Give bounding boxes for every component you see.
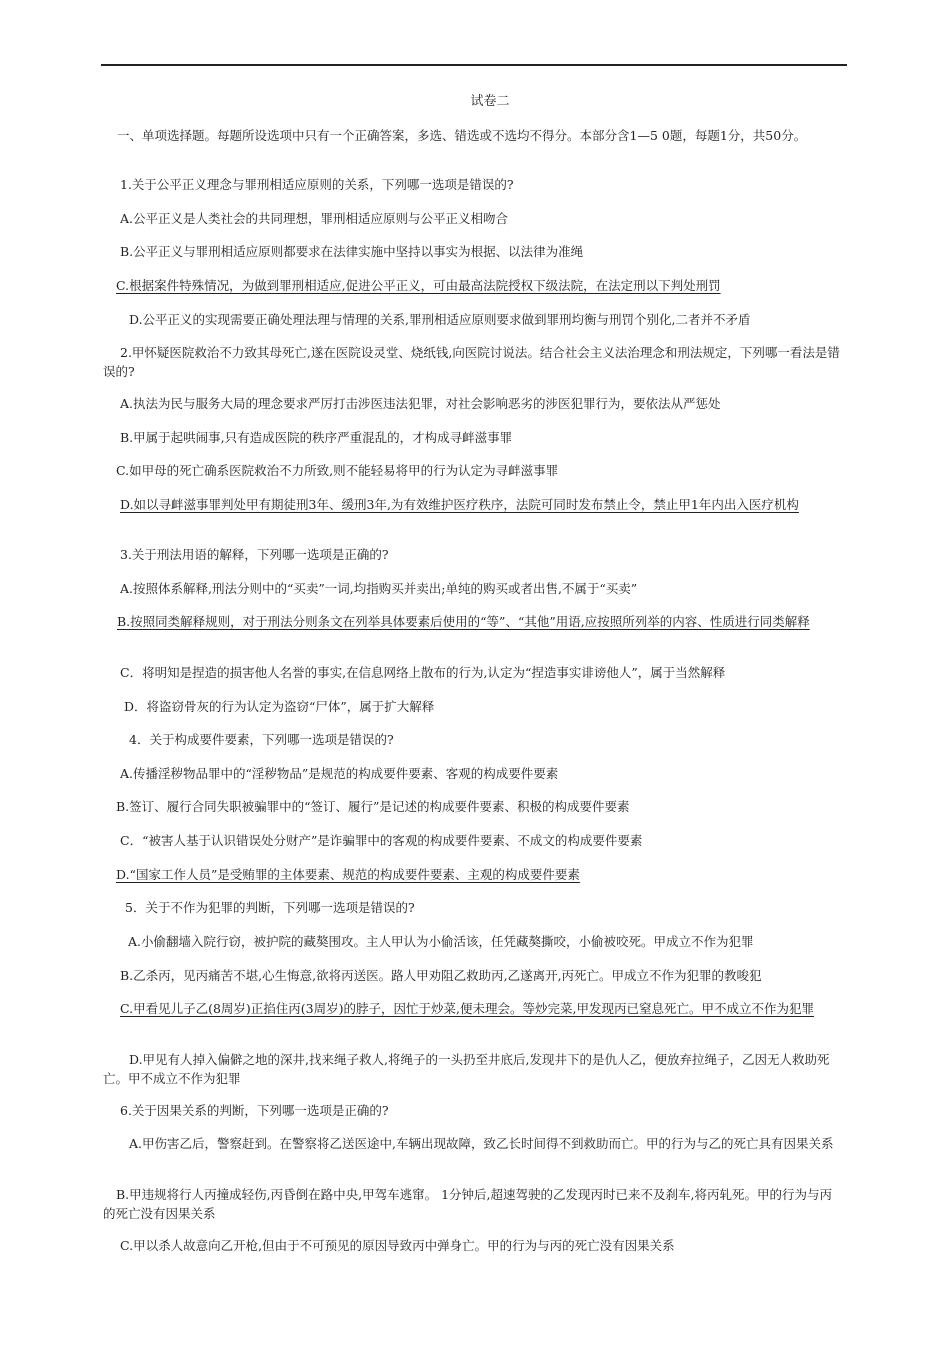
question-2-option-c: C.如甲母的死亡确系医院救治不力所致,则不能轻易将甲的行为认定为寻衅滋事罪: [116, 463, 559, 478]
question-3-stem: 3.关于刑法用语的解释，下列哪一选项是正确的?: [120, 547, 389, 562]
question-3-option-b-answer: B.按照同类解释规则，对于刑法分则条文在列举具体要素后使用的“等”、“其他”用语,应按照所列举的内容、性质进行同类解释: [117, 614, 810, 629]
question-6-option-b: B.甲违规将行人丙撞成轻伤,丙昏倒在路中央,甲驾车逃窜。 1分钟后,超速驾驶的乙发现丙时已来不及刹车,将丙轧死。甲的行为与丙的死亡没有因果关系: [103, 1187, 832, 1221]
question-1-option-a: A.公平正义是人类社会的共同理想，罪刑相适应原则与公平正义相吻合: [120, 211, 509, 226]
page-title: 试卷二: [470, 94, 510, 109]
question-4-option-b: B.签订、履行合同失职被骗罪中的“签订、履行”是记述的构成要件要素、积极的构成要件要素: [116, 799, 630, 814]
question-1-stem: 1.关于公平正义理念与罪刑相适应原则的关系，下列哪一选项是错误的?: [120, 177, 514, 192]
question-5-option-b: B.乙杀丙，见丙痛苦不堪,心生悔意,欲将丙送医。路人甲劝阻乙救助丙,乙遂离开,丙死亡。甲成立不作为犯罪的教唆犯: [120, 968, 762, 983]
header-rule: [101, 64, 847, 66]
question-5-stem: 5．关于不作为犯罪的判断，下列哪一选项是错误的?: [125, 900, 415, 915]
question-4-option-c: C．“被害人基于认识错误处分财产”是诈骗罪中的客观的构成要件要素、不成文的构成要件要素: [120, 833, 643, 848]
question-5-option-d: D.甲见有人掉入偏僻之地的深井,找来绳子救人,将绳子的一头扔至井底后,发现井下的是仇人乙，便放弃拉绳子，乙因无人救助死亡。甲不成立不作为犯罪: [103, 1052, 830, 1086]
question-2-option-b: B.甲属于起哄闹事,只有造成医院的秩序严重混乱的，才构成寻衅滋事罪: [120, 430, 513, 445]
question-4-option-d-answer: D.“国家工作人员”是受贿罪的主体要素、规范的构成要件要素、主观的构成要件要素: [116, 867, 580, 882]
question-5-option-c-answer: C.甲看见儿子乙(8周岁)正掐住丙(3周岁)的脖子，因忙于炒菜,便未理会。等炒完菜,甲发现丙已窒息死亡。甲不成立不作为犯罪: [120, 1001, 814, 1016]
question-3-option-d: D．将盗窃骨灰的行为认定为盗窃“尸体”，属于扩大解释: [124, 699, 435, 714]
question-4-option-a: A.传播淫秽物品罪中的“淫秽物品”是规范的构成要件要素、客观的构成要件要素: [120, 766, 559, 781]
question-1-option-b: B.公平正义与罪刑相适应原则都要求在法律实施中坚持以事实为根据、以法律为准绳: [120, 244, 584, 259]
question-2-stem: 2.甲怀疑医院救治不力致其母死亡,遂在医院设灵堂、烧纸钱,向医院讨说法。结合社会主义法治理念和刑法规定，下列哪一看法是错误的?: [103, 345, 840, 379]
question-5-option-a: A.小偷翻墙入院行窃，被护院的藏獒围攻。主人甲认为小偷活该，任凭藏獒撕咬，小偷被咬死。甲成立不作为犯罪: [128, 934, 754, 949]
section-intro: 一、单项选择题。每题所设选项中只有一个正确答案，多选、错选或不选均不得分。本部分含1—5 0题，每题1分，共50分。: [117, 128, 807, 143]
question-6-stem: 6.关于因果关系的判断，下列哪一选项是正确的?: [120, 1103, 389, 1118]
question-4-stem: 4．关于构成要件要素，下列哪一选项是错误的?: [129, 732, 394, 747]
question-6-option-a: A.甲伤害乙后，警察赶到。在警察将乙送医途中,车辆出现故障，致乙长时间得不到救助而亡。甲的行为与乙的死亡具有因果关系: [129, 1136, 834, 1151]
question-6-option-c: C.甲以杀人故意向乙开枪,但由于不可预见的原因导致丙中弹身亡。甲的行为与丙的死亡没有因果关系: [120, 1238, 675, 1253]
question-2-option-a: A.执法为民与服务大局的理念要求严厉打击涉医违法犯罪，对社会影响恶劣的涉医犯罪行为，要依法从严惩处: [120, 396, 721, 411]
question-3-option-c: C．将明知是捏造的损害他人名誉的事实,在信息网络上散布的行为,认定为“捏造事实诽谤他人”，属于当然解释: [120, 665, 726, 680]
question-1-option-c-answer: C.根据案件特殊情况，为做到罪刑相适应,促进公平正义，可由最高法院授权下级法院，在法定刑以下判处刑罚: [116, 278, 721, 293]
question-2-option-d-answer: D.如以寻衅滋事罪判处甲有期徒刑3年、缓刑3年,为有效维护医疗秩序，法院可同时发布禁止令，禁止甲1年内出入医疗机构: [120, 497, 799, 512]
question-1-option-d: D.公平正义的实现需要正确处理法理与情理的关系,罪刑相适应原则要求做到罪刑均衡与刑罚个别化,二者并不矛盾: [129, 312, 751, 327]
question-3-option-a: A.按照体系解释,刑法分则中的“买卖”一词,均指购买并卖出;单纯的购买或者出售,不属于“买卖”: [120, 581, 638, 596]
